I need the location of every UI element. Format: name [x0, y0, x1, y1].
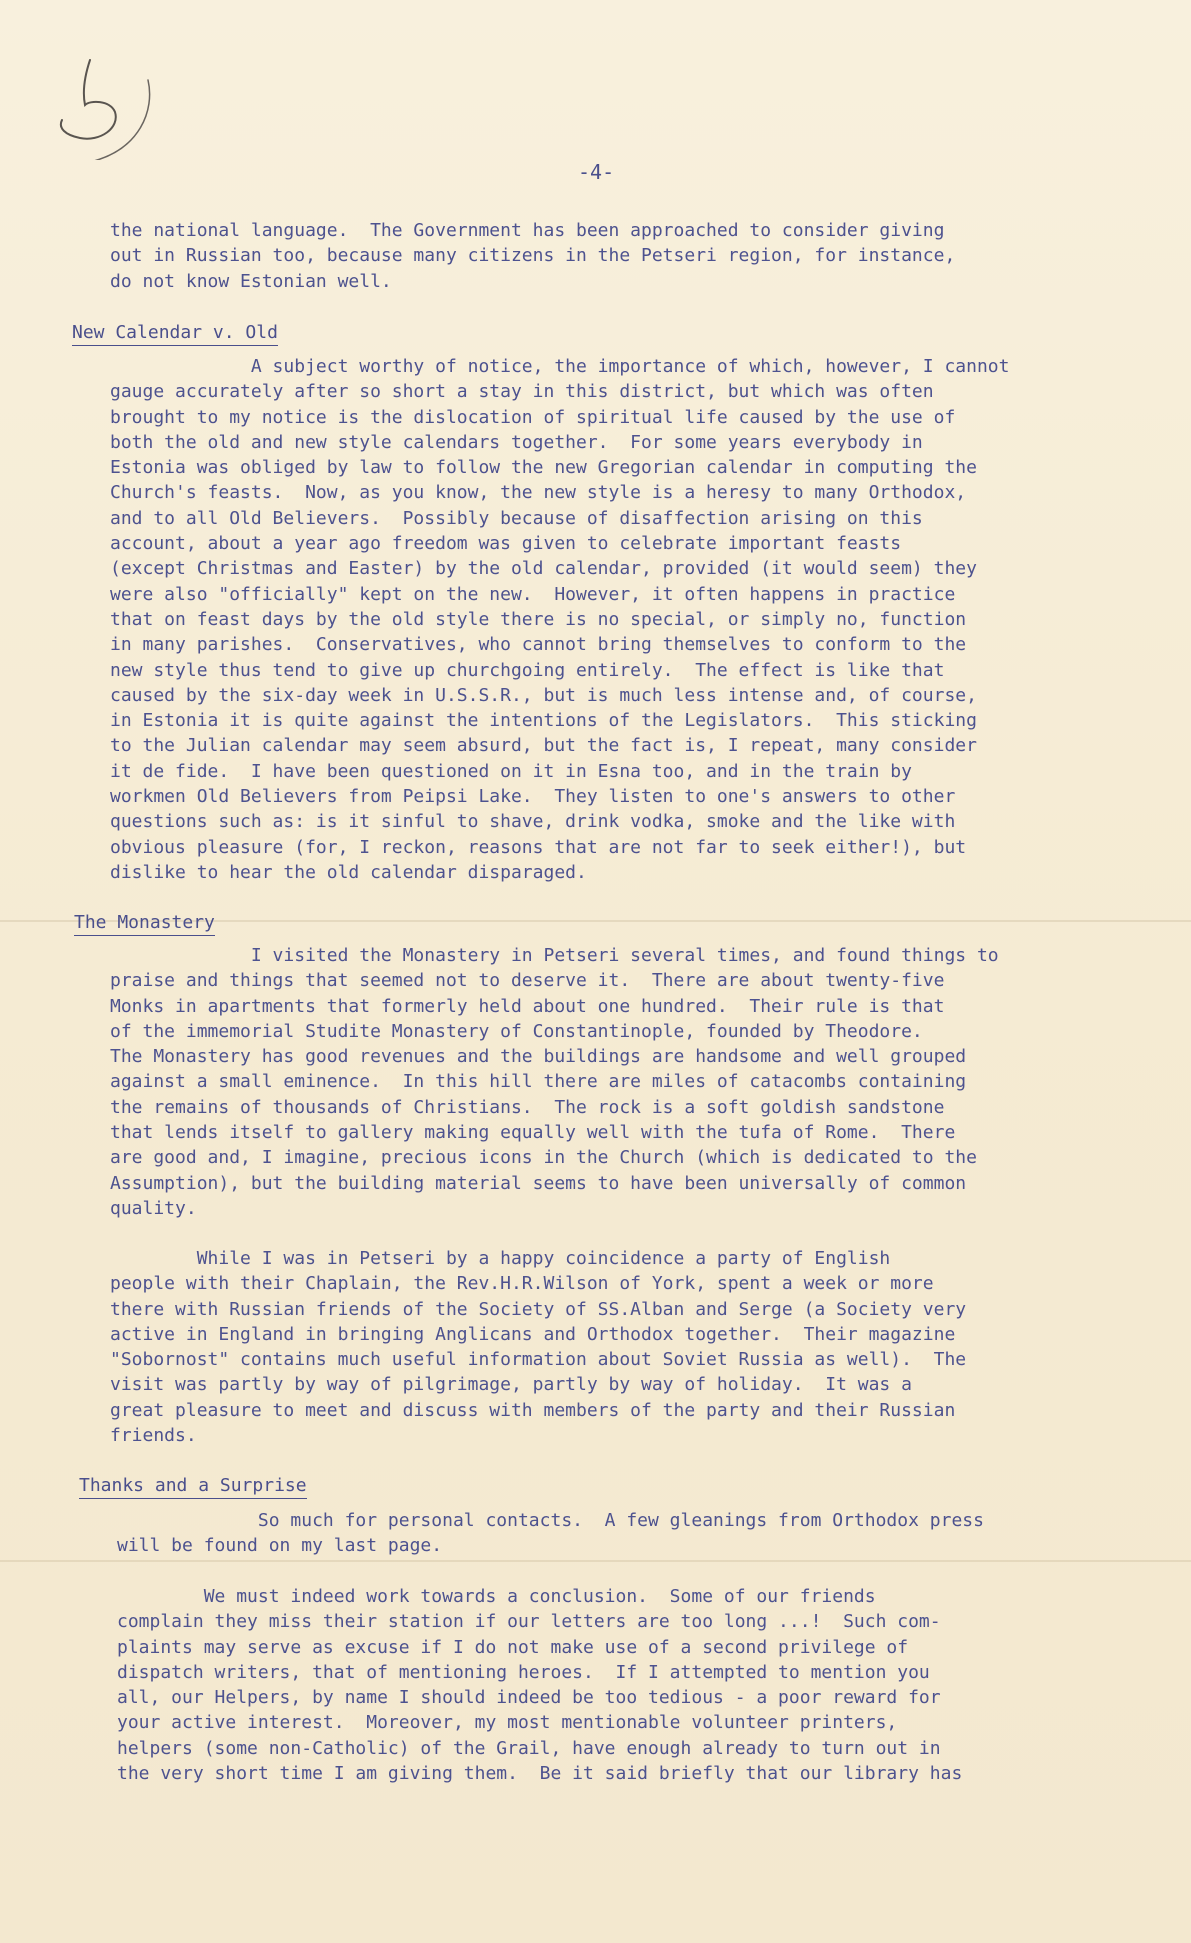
text-line: brought to my notice is the dislocation of spiritual life caused by the use of: [110, 406, 956, 428]
text-line: I visited the Monastery in Petseri several times, and found things to: [110, 945, 999, 966]
paragraph-english-party: [110, 1246, 1120, 1448]
text-line: quality.: [110, 1197, 197, 1219]
text-line: Church's feasts. Now, as you know, the new style is a heresy to many Orthodox,: [110, 482, 967, 504]
text-line: questions such as: is it sinful to shave, drink vodka, smoke and the like with: [110, 811, 956, 833]
text-line: in Estonia it is quite against the intentions of the Legislators. This sticking: [110, 710, 977, 732]
text-line: "Sobornost" contains much useful information about Soviet Russia as well). The: [110, 1349, 967, 1371]
text-line: in many parishes. Conservatives, who cannot bring themselves to conform to the: [110, 634, 967, 656]
text-line: Estonia was obliged by law to follow the new Gregorian calendar in computing the: [110, 457, 977, 479]
text-line: dislike to hear the old calendar disparaged.: [110, 861, 587, 883]
text-line: that on feast days by the old style there is no special, or simply no, function: [110, 608, 967, 630]
text-line: people with their Chaplain, the Rev.H.R.Wilson of York, spent a week or more: [110, 1273, 934, 1295]
paragraph-personal-contacts: [117, 1508, 1127, 1559]
text-line: both the old and new style calendars together. For some years everybody in: [110, 431, 923, 453]
text-line: (except Christmas and Easter) by the old calendar, provided (it would seem) they: [110, 558, 977, 580]
text-line: it de fide. I have been questioned on it in Esna too, and in the train by: [110, 760, 912, 782]
text-line: all, our Helpers, by name I should indeed be too tedious - a poor reward for: [117, 1687, 941, 1709]
text-line: workmen Old Believers from Peipsi Lake. They listen to one's answers to other: [110, 786, 956, 808]
text-line: caused by the six-day week in U.S.S.R., but is much less intense and, of course,: [110, 684, 977, 706]
paper-fold: [0, 1560, 1191, 1562]
text-line: against a small eminence. In this hill there are miles of catacombs containing: [110, 1071, 967, 1093]
page-number: -4-: [578, 160, 615, 184]
text-line: active in England in bringing Anglicans and Orthodox together. Their magazine: [110, 1323, 956, 1345]
text-line: to the Julian calendar may seem absurd, but the fact is, I repeat, many consider: [110, 735, 977, 757]
text-line: that lends itself to gallery making equally well with the tufa of Rome. There: [110, 1122, 956, 1144]
text-line: great pleasure to meet and discuss with members of the party and their Russian: [110, 1399, 956, 1421]
text-line: the remains of thousands of Christians. The rock is a soft goldish sandstone: [110, 1096, 945, 1118]
text-line: the national language. The Government has been approached to consider giving: [110, 220, 945, 241]
text-line: helpers (some non-Catholic) of the Grail, have enough already to turn out in: [117, 1737, 941, 1759]
text-line: friends.: [110, 1425, 197, 1447]
heading-monastery: The Monastery: [74, 912, 215, 936]
text-line: out in Russian too, because many citizens in the Petseri region, for instance,: [110, 245, 956, 267]
paragraph-monastery: [110, 943, 1120, 1221]
text-line: praise and things that seemed not to deserve it. There are about twenty-five: [110, 970, 945, 992]
heading-thanks: Thanks and a Surprise: [79, 1475, 307, 1499]
text-line: gauge accurately after so short a stay in this district, but which was often: [110, 381, 934, 403]
text-line: obvious pleasure (for, I reckon, reasons that are not far to seek either!), but: [110, 836, 967, 858]
text-line: will be found on my last page.: [117, 1535, 443, 1557]
text-line: new style thus tend to give up churchgoing entirely. The effect is like that: [110, 659, 945, 681]
paragraph-national-language: [110, 218, 1120, 294]
text-line: The Monastery has good revenues and the buildings are handsome and well grouped: [110, 1046, 967, 1068]
text-line: So much for personal contacts. A few gleanings from Orthodox press: [117, 1510, 984, 1531]
text-line: your active interest. Moreover, my most mentionable volunteer printers,: [117, 1712, 898, 1734]
pencil-number-mark: [30, 50, 160, 160]
heading-new-calendar: New Calendar v. Old: [72, 322, 278, 346]
text-line: dispatch writers, that of mentioning heroes. If I attempted to mention you: [117, 1661, 930, 1683]
paragraph-calendar: [110, 354, 1120, 885]
text-line: plaints may serve as excuse if I do not make use of a second privilege of: [117, 1636, 909, 1658]
paragraph-conclusion: [117, 1584, 1127, 1786]
text-line: there with Russian friends of the Society of SS.Alban and Serge (a Society very: [110, 1298, 967, 1320]
text-line: do not know Estonian well.: [110, 270, 392, 292]
text-line: We must indeed work towards a conclusion. Some of our friends: [117, 1586, 876, 1607]
text-line: While I was in Petseri by a happy coincidence a party of English: [110, 1248, 891, 1269]
text-line: visit was partly by way of pilgrimage, partly by way of holiday. It was a: [110, 1374, 912, 1396]
text-line: A subject worthy of notice, the importance of which, however, I cannot: [110, 356, 1010, 377]
text-line: Assumption), but the building material seems to have been universally of common: [110, 1172, 967, 1194]
text-line: were also "officially" kept on the new. However, it often happens in practice: [110, 583, 956, 605]
text-line: of the immemorial Studite Monastery of Constantinople, founded by Theodore.: [110, 1020, 923, 1042]
text-line: are good and, I imagine, precious icons in the Church (which is dedicated to the: [110, 1147, 977, 1169]
text-line: Monks in apartments that formerly held about one hundred. Their rule is that: [110, 995, 945, 1017]
text-line: the very short time I am giving them. Be it said briefly that our library has: [117, 1763, 963, 1785]
text-line: and to all Old Believers. Possibly because of disaffection arising on this: [110, 507, 923, 529]
text-line: complain they miss their station if our letters are too long ...! Such com-: [117, 1611, 941, 1633]
text-line: account, about a year ago freedom was given to celebrate important feasts: [110, 533, 902, 555]
